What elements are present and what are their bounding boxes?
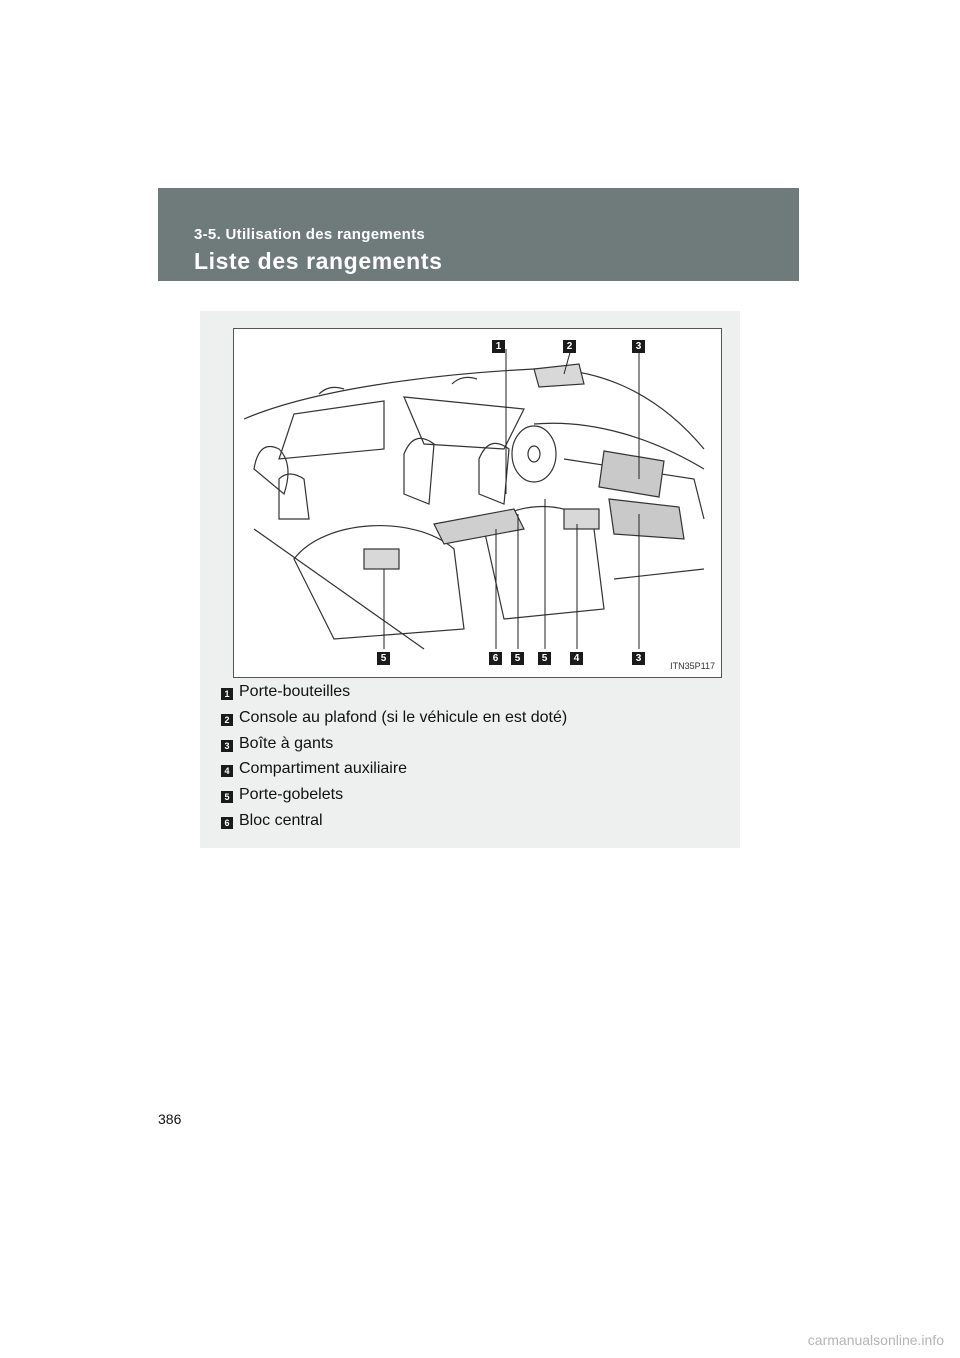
callout-badge-top-1: 1: [492, 340, 505, 353]
legend-number-badge: 4: [221, 765, 233, 777]
legend-label: Compartiment auxiliaire: [239, 760, 408, 778]
callout-badge-bottom-4: 5: [538, 652, 551, 665]
callout-badge-bottom-1: 5: [377, 652, 390, 665]
legend-item: [221, 682, 721, 708]
legend-number-badge: 1: [221, 688, 233, 700]
legend-item: [221, 811, 721, 837]
legend-item: [221, 734, 721, 760]
section-label: 3-5. Utilisation des rangements: [194, 226, 426, 243]
callout-badge-top-3: 3: [632, 340, 645, 353]
legend-number-badge: 5: [221, 791, 233, 803]
callout-badge-bottom-2: 6: [489, 652, 502, 665]
watermark: carmanualsonline.info: [807, 1332, 944, 1348]
figure-code: ITN35P117: [670, 661, 715, 671]
page-number: 386: [158, 1111, 182, 1127]
legend-label: Porte-gobelets: [239, 786, 344, 804]
legend-number-badge: 6: [221, 817, 233, 829]
legend-number-badge: 3: [221, 740, 233, 752]
legend-label: Bloc central: [239, 811, 323, 829]
car-interior-illustration: [233, 328, 722, 678]
page-title: Liste des rangements: [194, 248, 443, 274]
callout-badge-top-2: 2: [563, 340, 576, 353]
callout-badge-bottom-5: 4: [570, 652, 583, 665]
legend-label: Console au plafond (si le véhicule en est doté): [239, 708, 568, 726]
legend-label: Porte-bouteilles: [239, 683, 351, 700]
callout-badge-bottom-6: 3: [632, 652, 645, 665]
storage-legend: [221, 682, 721, 837]
legend-number-badge: 2: [221, 714, 233, 726]
legend-item: [221, 785, 721, 811]
legend-item: [221, 708, 721, 734]
legend-item: [221, 759, 721, 785]
callout-badge-bottom-3: 5: [511, 652, 524, 665]
legend-label: Boîte à gants: [239, 734, 334, 752]
interior-drawing: [234, 329, 721, 677]
